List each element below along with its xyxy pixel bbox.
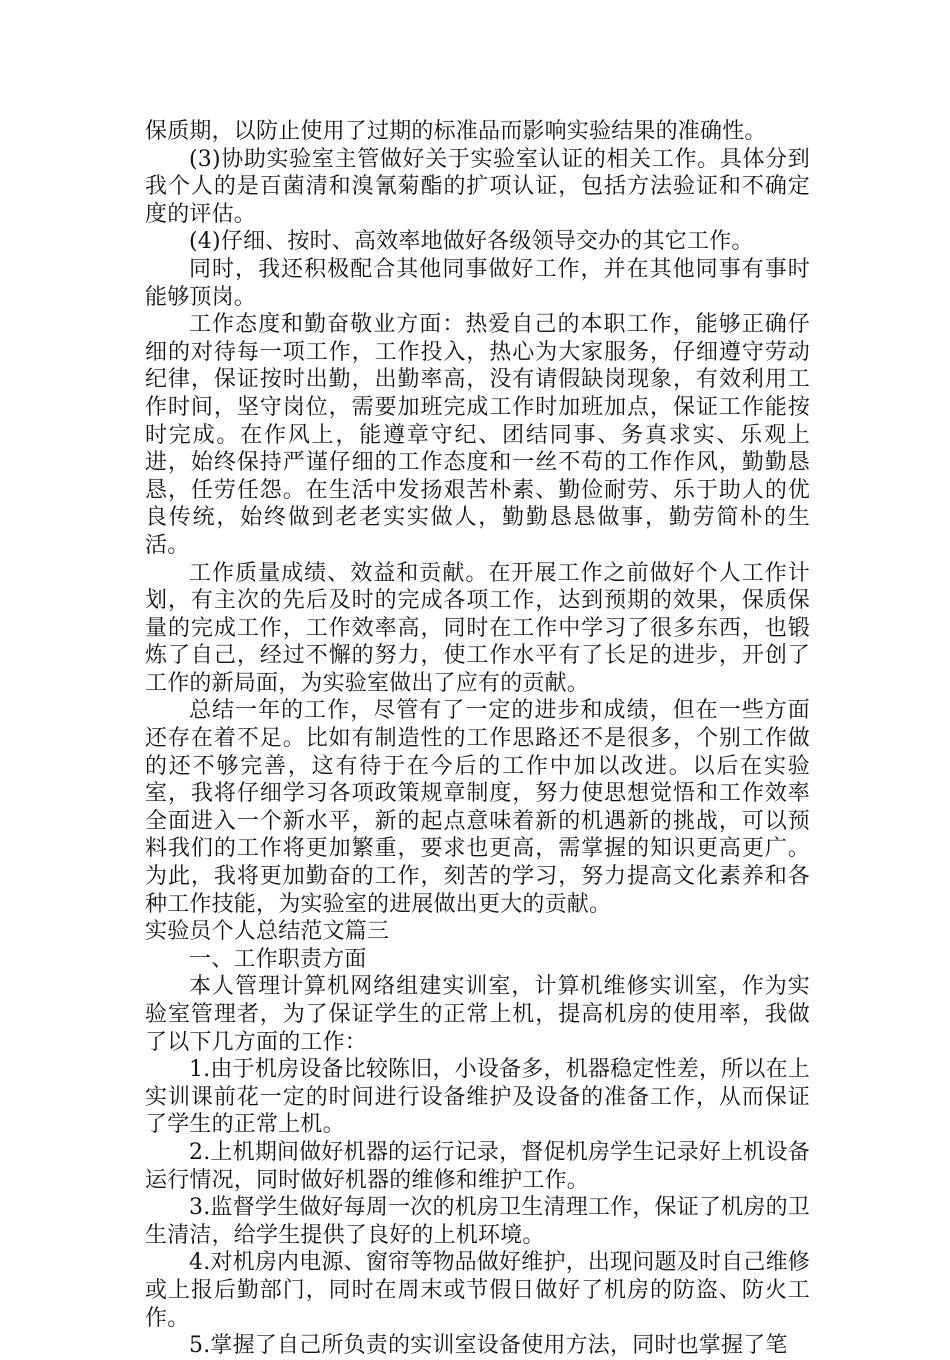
paragraph: 同时，我还积极配合其他同事做好工作，并在其他同事有事时能够顶岗。 (145, 256, 810, 310)
subsection-heading: 一、工作职责方面 (189, 946, 367, 972)
list-item: 2.上机期间做好机器的运行记录，督促机房学生记录好上机设备运行情况，同时做好机器的维修和维护工作。 (145, 1139, 810, 1193)
paragraph: 本人管理计算机网络组建实训室，计算机维修实训室，作为实验室管理者，为了保证学生的正常上机，提高机房的使用率，我做了以下几方面的工作： (145, 974, 810, 1055)
list-item: 4.对机房内电源、窗帘等物品做好维护，出现问题及时自己维修或上报后勤部门，同时在周末或节假日做好了机房的防盗、防火工作。 (145, 1250, 810, 1331)
list-item: 5.掌握了自己所负责的实训室设备使用方法，同时也掌握了笔 (189, 1333, 788, 1359)
document-body (145, 118, 810, 1360)
paragraph: 工作态度和勤奋敬业方面：热爱自己的本职工作，能够正确仔细的对待每一项工作，工作投入，热心为大家服务，仔细遵守劳动纪律，保证按时出勤，出勤率高，没有请假缺岗现象，有效利用工作时间，坚守岗位，需要加班完成工作时加班加点，保证工作能按时完成。在作风上，能遵章守纪、团结同事、务真求实、乐观上进，始终保持严谨仔细的工作态度和一丝不苟的工作作风，勤勤恳恳，任劳任怨。在生活中发扬艰苦朴素、勤俭耐劳、乐于助人的优良传统，始终做到老老实实做人，勤勤恳恳做事，勤劳简朴的生活。 (145, 312, 810, 558)
paragraph: 保质期，以防止使用了过期的标准品而影响实验结果的准确性。 (145, 119, 767, 144)
paragraph: (3)协助实验室主管做好关于实验室认证的相关工作。具体分到我个人的是百菌清和溴氰菊酯的扩项认证，包括方法验证和不确定度的评估。 (145, 146, 810, 227)
list-item: 3.监督学生做好每周一次的机房卫生清理工作，保证了机房的卫生清洁，给学生提供了良好的上机环境。 (145, 1195, 810, 1248)
list-item: 1.由于机房设备比较陈旧，小设备多，机器稳定性差，所以在上实训课前花一定的时间进行设备维护及设备的准备工作，从而保证了学生的正常上机。 (145, 1057, 810, 1138)
paragraph: 总结一年的工作，尽管有了一定的进步和成绩，但在一些方面还存在着不足。比如有制造性的工作思路还不是很多，个别工作做的还不够完善，这有待于在今后的工作中加以改进。以后在实验室，我将仔细学习各项政策规章制度，努力使思想觉悟和工作效率全面进入一个新水平，新的起点意味着新的机遇新的挑战，可以预料我们的工作将更加繁重，要求也更高，需掌握的知识更高更广。为此，我将更加勤奋的工作，刻苦的学习，努力提高文化素养和各种工作技能，为实验室的进展做出更大的贡献。 (145, 698, 810, 917)
section-heading: 实验员个人总结范文篇三 (145, 919, 390, 945)
paragraph: (4)仔细、按时、高效率地做好各级领导交办的其它工作。 (189, 229, 754, 255)
paragraph: 工作质量成绩、效益和贡献。在开展工作之前做好个人工作计划，有主次的先后及时的完成各项工作，达到预期的效果，保质保量的完成工作，工作效率高，同时在工作中学习了很多东西，也锻炼了自己，经过不懈的努力，使工作水平有了长足的进步，开创了工作的新局面，为实验室做出了应有的贡献。 (145, 560, 810, 696)
